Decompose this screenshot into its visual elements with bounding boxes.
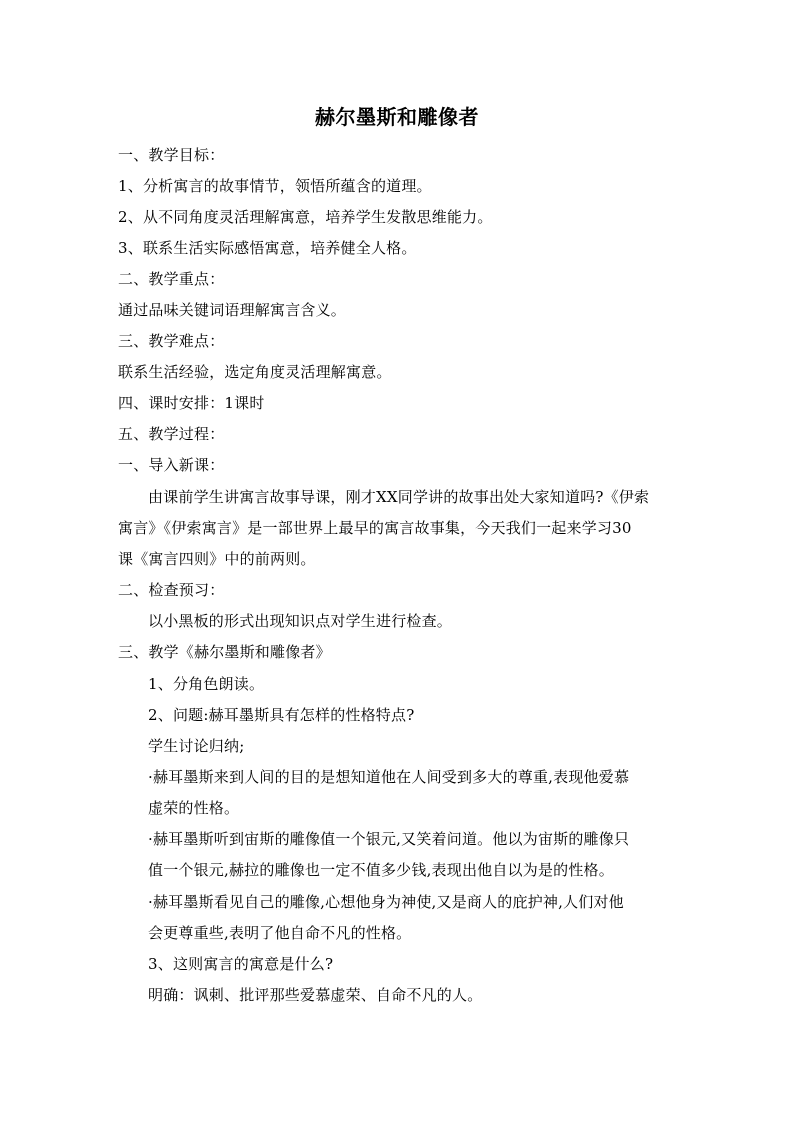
heading-preview-check: 二、检查预习： bbox=[118, 581, 225, 599]
key-point-text: 通过品味关键词语理解寓言含义。 bbox=[118, 301, 347, 319]
step-moral-question: 3、这则寓言的寓意是什么? bbox=[148, 955, 334, 973]
step-role-reading: 1、分角色朗读。 bbox=[148, 675, 265, 693]
bullet-3-line-1: ·赫耳墨斯看见自己的雕像,心想他身为神使,又是商人的庇护神,人们对他 bbox=[148, 893, 624, 911]
bullet-2-line-2: 值一个银元,赫拉的雕像也一定不值多少钱,表现出他自以为是的性格。 bbox=[148, 861, 614, 879]
heading-teaching-goals: 一、教学目标： bbox=[118, 146, 225, 164]
intro-paragraph-line-3: 课《寓言四则》中的前两则。 bbox=[118, 550, 316, 568]
heading-key-points: 二、教学重点： bbox=[118, 270, 225, 288]
intro-paragraph-line-1: 由课前学生讲寓言故事导课，刚才XX同学讲的故事出处大家知道吗?《伊索 bbox=[148, 488, 650, 506]
step-question: 2、问题:赫耳墨斯具有怎样的性格特点? bbox=[148, 706, 415, 724]
heading-difficulties: 三、教学难点： bbox=[118, 332, 225, 350]
preview-check-text: 以小黑板的形式出现知识点对学生进行检查。 bbox=[148, 612, 453, 630]
bullet-1-line-2: 虚荣的性格。 bbox=[148, 799, 240, 817]
heading-schedule: 四、课时安排：1课时 bbox=[118, 394, 265, 412]
difficulty-text: 联系生活经验，选定角度灵活理解寓意。 bbox=[118, 363, 392, 381]
goal-item-3: 3、联系生活实际感悟寓意，培养健全人格。 bbox=[118, 239, 417, 257]
bullet-3-line-2: 会更尊重些,表明了他自命不凡的性格。 bbox=[148, 924, 412, 942]
goal-item-2: 2、从不同角度灵活理解寓意，培养学生发散思维能力。 bbox=[118, 208, 493, 226]
heading-introduction: 一、导入新课： bbox=[118, 456, 225, 474]
heading-teach-fable: 三、教学《赫尔墨斯和雕像者》 bbox=[118, 643, 331, 661]
goal-item-1: 1、分析寓言的故事情节，领悟所蕴含的道理。 bbox=[118, 177, 432, 195]
document-title: 赫尔墨斯和雕像者 bbox=[315, 105, 479, 129]
bullet-2-line-1: ·赫耳墨斯听到宙斯的雕像值一个银元,又笑着问道。他以为宙斯的雕像只 bbox=[148, 830, 630, 848]
discussion-label: 学生讨论归纳; bbox=[148, 737, 245, 755]
heading-teaching-process: 五、教学过程： bbox=[118, 425, 225, 443]
intro-paragraph-line-2: 寓言》《伊索寓言》是一部世界上最早的寓言故事集，今天我们一起来学习30 bbox=[118, 519, 632, 537]
moral-answer: 明确：讽刺、批评那些爱慕虚荣、自命不凡的人。 bbox=[148, 986, 483, 1004]
bullet-1-line-1: ·赫耳墨斯来到人间的目的是想知道他在人间受到多大的尊重,表现他爱慕 bbox=[148, 768, 630, 786]
